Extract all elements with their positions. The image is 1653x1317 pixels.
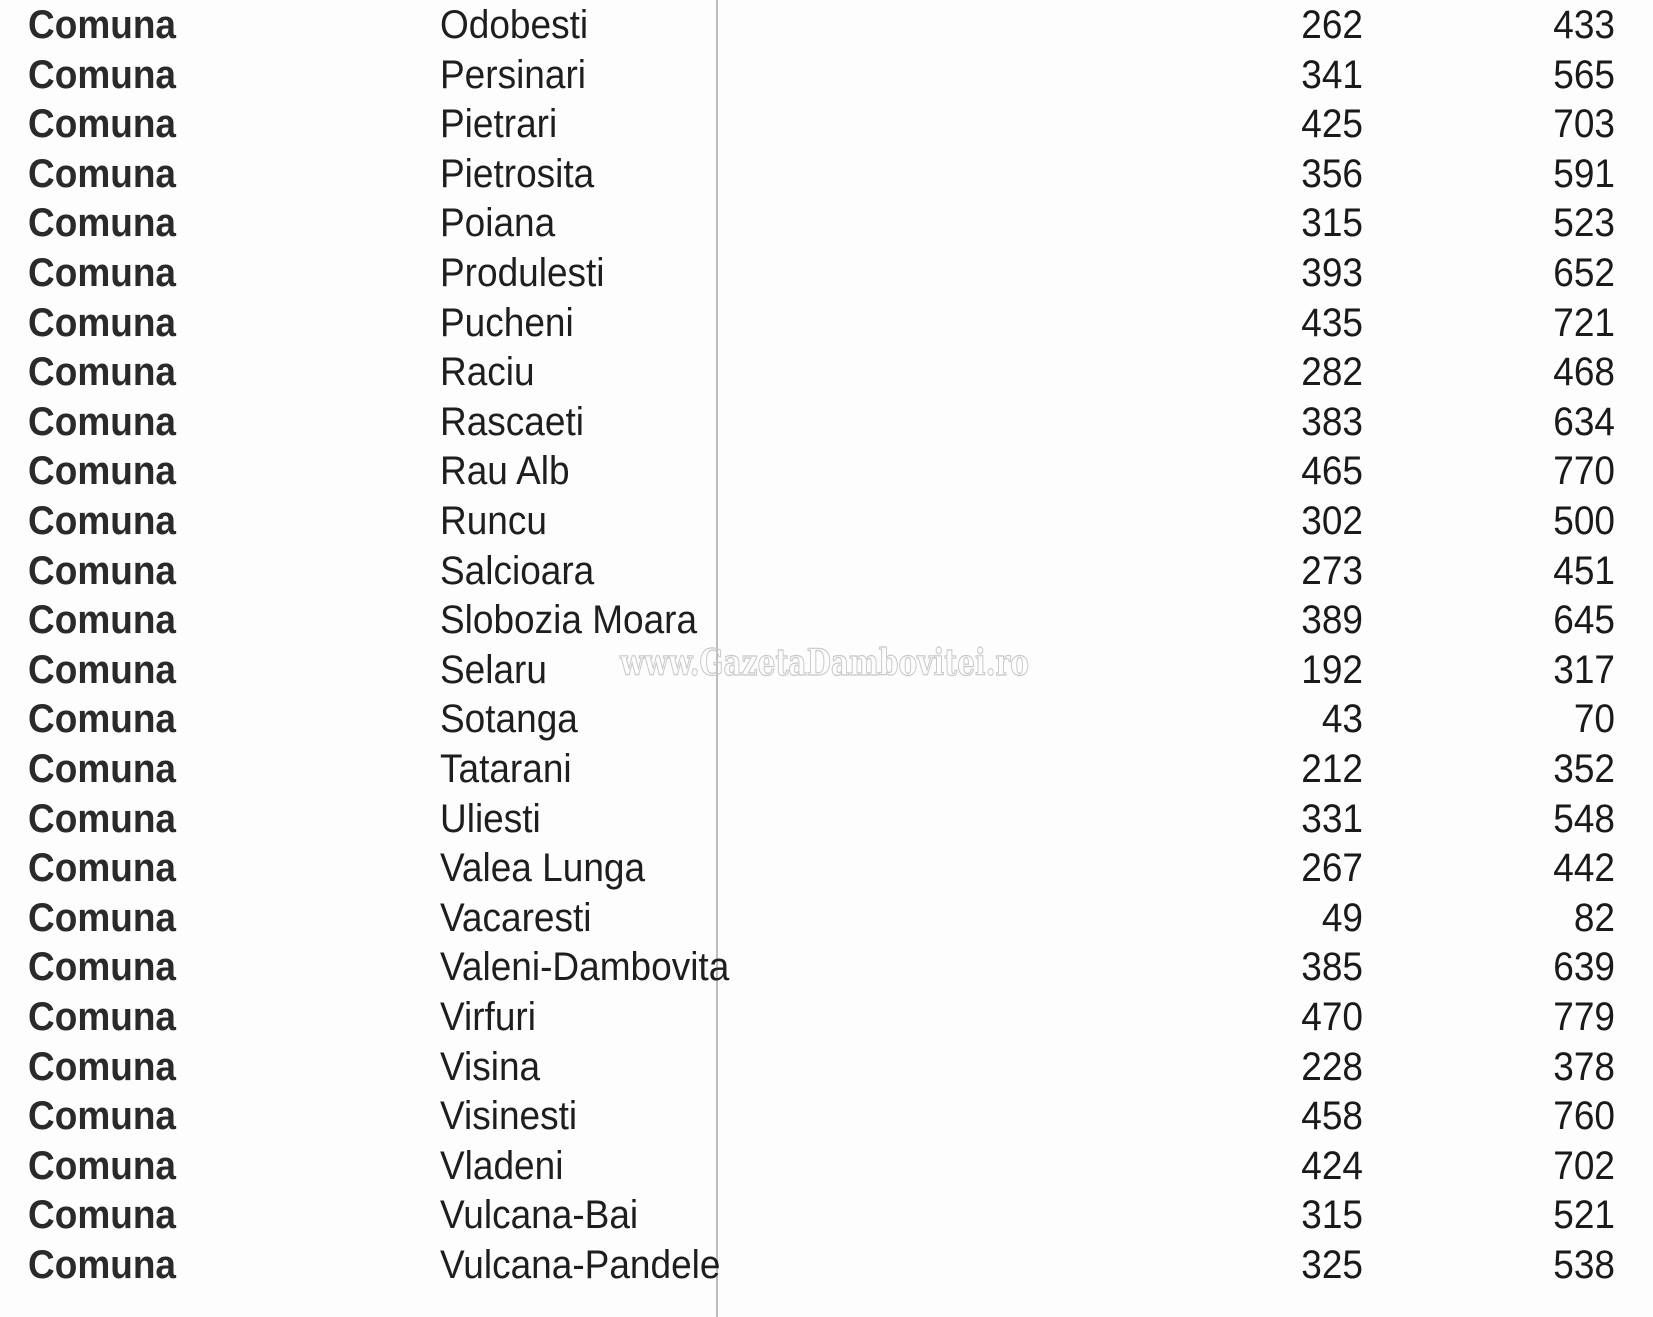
value-column-1: 262	[1301, 2, 1363, 47]
commune-name: Vulcana-Bai	[440, 1192, 639, 1237]
value-column-2: 442	[1553, 845, 1615, 890]
value-column-2: 779	[1553, 994, 1615, 1039]
commune-name: Sotanga	[440, 696, 578, 741]
value-column-2: 433	[1553, 2, 1615, 47]
row-type-label: Comuna	[28, 51, 176, 97]
row-type-label: Comuna	[28, 994, 176, 1039]
value-column-1: 282	[1301, 349, 1363, 394]
commune-name: Virfuri	[440, 994, 536, 1039]
value-column-2: 591	[1553, 151, 1615, 196]
value-column-2: 82	[1573, 895, 1615, 940]
value-column-1: 331	[1301, 795, 1363, 841]
commune-name: Selaru	[440, 647, 547, 692]
value-column-1: 228	[1301, 1043, 1363, 1089]
table-row	[0, 992, 1653, 1042]
value-column-1: 470	[1301, 994, 1363, 1039]
row-type-label: Comuna	[28, 349, 176, 394]
row-type-label: Comuna	[28, 498, 176, 543]
table-row	[0, 1091, 1653, 1141]
commune-name: Persinari	[440, 51, 586, 97]
value-column-2: 548	[1553, 795, 1615, 841]
value-column-1: 383	[1301, 399, 1363, 444]
commune-name: Odobesti	[440, 2, 589, 47]
table-row	[0, 248, 1653, 298]
row-type-label: Comuna	[28, 597, 176, 642]
value-column-1: 458	[1301, 1093, 1363, 1138]
value-column-2: 645	[1553, 597, 1615, 642]
table-row	[0, 1190, 1653, 1240]
table-row	[0, 0, 1653, 50]
value-column-2: 523	[1553, 200, 1615, 245]
table-row	[0, 942, 1653, 992]
commune-name: Runcu	[440, 498, 547, 543]
value-column-1: 389	[1301, 597, 1363, 642]
value-column-2: 565	[1553, 51, 1615, 97]
table-row	[0, 1141, 1653, 1191]
row-type-label: Comuna	[28, 845, 176, 890]
row-type-label: Comuna	[28, 151, 176, 196]
value-column-1: 435	[1301, 299, 1363, 345]
table-row	[0, 496, 1653, 546]
commune-name: Rau Alb	[440, 448, 570, 493]
table-row	[0, 149, 1653, 199]
row-type-label: Comuna	[28, 1242, 176, 1287]
value-column-2: 451	[1553, 547, 1615, 593]
row-type-label: Comuna	[28, 547, 176, 593]
commune-name: Visina	[440, 1043, 541, 1089]
table-row	[0, 893, 1653, 943]
value-column-2: 538	[1553, 1242, 1615, 1287]
table-row	[0, 843, 1653, 893]
row-type-label: Comuna	[28, 696, 176, 741]
value-column-1: 325	[1301, 1242, 1363, 1287]
table-row	[0, 397, 1653, 447]
commune-name: Vacaresti	[440, 895, 592, 940]
row-type-label: Comuna	[28, 944, 176, 989]
row-type-label: Comuna	[28, 250, 176, 295]
table-row	[0, 595, 1653, 645]
value-column-2: 634	[1553, 399, 1615, 444]
row-type-label: Comuna	[28, 746, 176, 791]
commune-name: Valeni-Dambovita	[440, 944, 730, 989]
value-column-1: 273	[1301, 547, 1363, 593]
table-row	[0, 744, 1653, 794]
value-column-1: 43	[1321, 696, 1363, 741]
commune-name: Salcioara	[440, 547, 595, 593]
commune-name: Vulcana-Pandele	[440, 1242, 721, 1287]
commune-name: Slobozia Moara	[440, 597, 698, 642]
value-column-1: 356	[1301, 151, 1363, 196]
row-type-label: Comuna	[28, 895, 176, 940]
value-column-1: 315	[1301, 1192, 1363, 1237]
table-row	[0, 50, 1653, 100]
value-column-1: 424	[1301, 1143, 1363, 1188]
commune-name: Tatarani	[440, 746, 572, 791]
table-row	[0, 694, 1653, 744]
commune-name: Pucheni	[440, 299, 574, 345]
value-column-1: 393	[1301, 250, 1363, 295]
commune-name: Produlesti	[440, 250, 605, 295]
table-row	[0, 347, 1653, 397]
value-column-2: 702	[1553, 1143, 1615, 1188]
row-type-label: Comuna	[28, 448, 176, 493]
row-type-label: Comuna	[28, 399, 176, 444]
value-column-1: 425	[1301, 101, 1363, 146]
value-column-2: 500	[1553, 498, 1615, 543]
value-column-2: 760	[1553, 1093, 1615, 1138]
value-column-2: 639	[1553, 944, 1615, 989]
row-type-label: Comuna	[28, 299, 176, 345]
commune-name: Raciu	[440, 349, 535, 394]
value-column-2: 317	[1553, 647, 1615, 692]
row-type-label: Comuna	[28, 200, 176, 245]
row-type-label: Comuna	[28, 1192, 176, 1237]
value-column-2: 703	[1553, 101, 1615, 146]
row-type-label: Comuna	[28, 2, 176, 47]
commune-name: Poiana	[440, 200, 556, 245]
row-type-label: Comuna	[28, 795, 176, 841]
value-column-1: 315	[1301, 200, 1363, 245]
value-column-2: 378	[1553, 1043, 1615, 1089]
value-column-2: 770	[1553, 448, 1615, 493]
value-column-2: 70	[1573, 696, 1615, 741]
table-row	[0, 794, 1653, 844]
watermark: www.GazetaDambovitei.ro	[620, 642, 1030, 684]
value-column-1: 212	[1301, 746, 1363, 791]
value-column-1: 465	[1301, 448, 1363, 493]
table-row	[0, 446, 1653, 496]
row-type-label: Comuna	[28, 1093, 176, 1138]
value-column-1: 49	[1321, 895, 1363, 940]
table-row	[0, 298, 1653, 348]
value-column-2: 521	[1553, 1192, 1615, 1237]
value-column-1: 192	[1301, 647, 1363, 692]
commune-name: Vladeni	[440, 1143, 564, 1188]
value-column-2: 652	[1553, 250, 1615, 295]
value-column-1: 302	[1301, 498, 1363, 543]
table-row	[0, 198, 1653, 248]
commune-name: Pietrosita	[440, 151, 595, 196]
value-column-2: 468	[1553, 349, 1615, 394]
row-type-label: Comuna	[28, 647, 176, 692]
value-column-1: 267	[1301, 845, 1363, 890]
value-column-2: 352	[1553, 746, 1615, 791]
commune-name: Pietrari	[440, 101, 558, 146]
row-type-label: Comuna	[28, 101, 176, 146]
commune-name: Visinesti	[440, 1093, 578, 1138]
value-column-2: 721	[1553, 299, 1615, 345]
value-column-1: 385	[1301, 944, 1363, 989]
value-column-1: 341	[1301, 51, 1363, 97]
row-type-label: Comuna	[28, 1043, 176, 1089]
table-row	[0, 546, 1653, 596]
table-row	[0, 99, 1653, 149]
commune-name: Uliesti	[440, 795, 541, 841]
table-row	[0, 1240, 1653, 1290]
commune-name: Rascaeti	[440, 399, 584, 444]
commune-name: Valea Lunga	[440, 845, 646, 890]
row-type-label: Comuna	[28, 1143, 176, 1188]
table-row	[0, 1042, 1653, 1092]
